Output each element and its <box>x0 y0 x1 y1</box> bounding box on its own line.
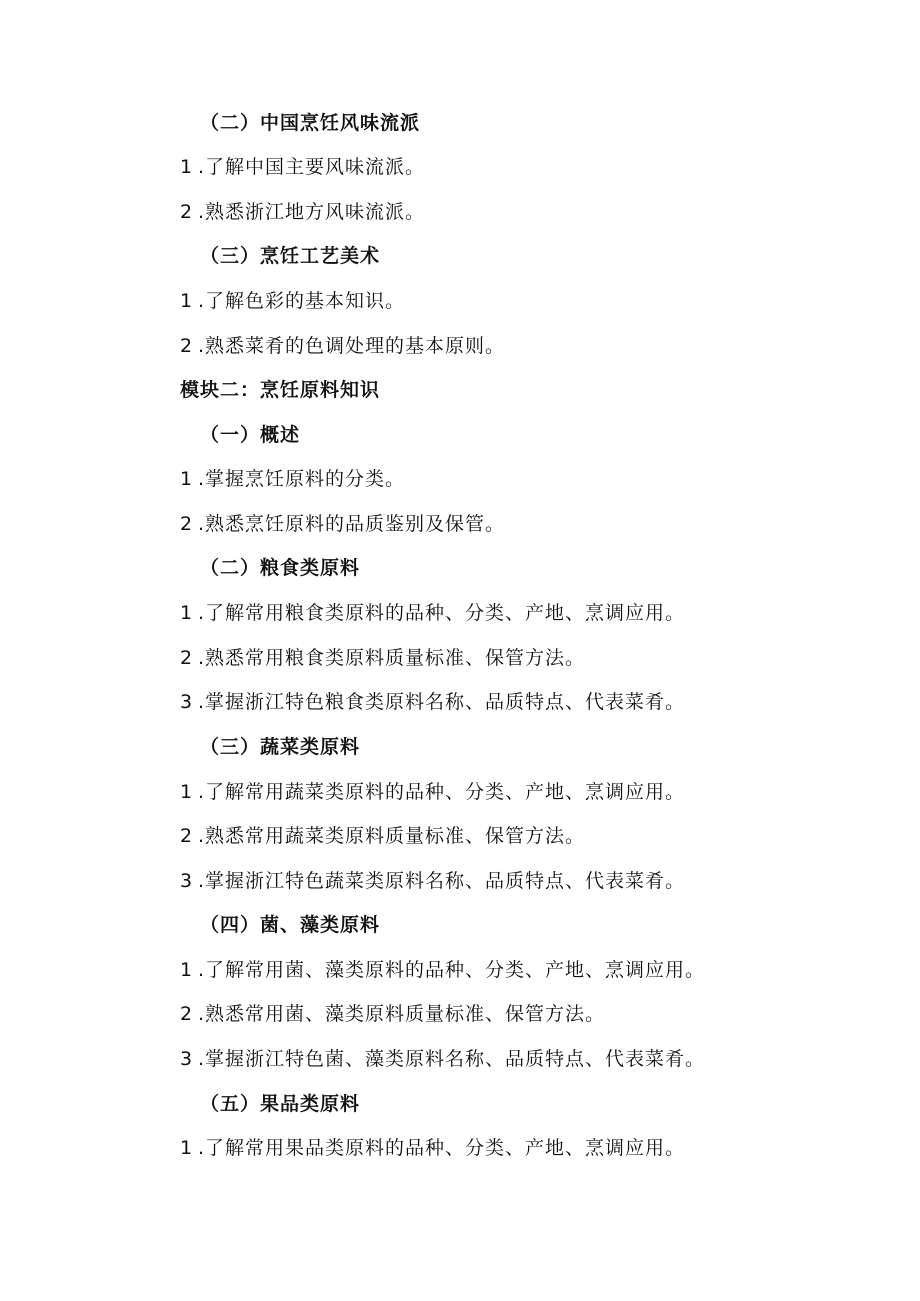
item-text: .了解常用粮食类原料的品种、分类、产地、烹调应用。 <box>198 602 686 624</box>
item-text: .掌握浙江特色粮食类原料名称、品质特点、代表菜肴。 <box>198 691 686 713</box>
item-text: .熟悉常用菌、藻类原料质量标准、保管方法。 <box>198 1003 606 1025</box>
list-item <box>180 868 685 894</box>
item-text: .了解常用菌、藻类原料的品种、分类、产地、烹调应用。 <box>198 959 706 981</box>
item-text: .掌握浙江特色菌、藻类原料名称、品质特点、代表菜肴。 <box>198 1048 706 1070</box>
item-number: 2 <box>180 513 194 535</box>
item-number: 2 <box>180 1003 194 1025</box>
list-item <box>180 689 685 715</box>
item-number: 3 <box>180 870 194 892</box>
subheading-grains: （二）粮食类原料 <box>200 557 361 579</box>
item-text: .熟悉烹饪原料的品质鉴别及保管。 <box>198 513 506 535</box>
item-text: .了解常用蔬菜类原料的品种、分类、产地、烹调应用。 <box>198 781 686 803</box>
item-number: 1 <box>180 468 194 490</box>
item-number: 1 <box>180 959 194 981</box>
list-item <box>180 779 685 805</box>
list-item <box>180 199 425 225</box>
item-text: .了解常用果品类原料的品种、分类、产地、烹调应用。 <box>198 1137 686 1159</box>
item-text: .熟悉浙江地方风味流派。 <box>198 201 426 223</box>
item-number: 3 <box>180 1048 194 1070</box>
item-text: .了解中国主要风味流派。 <box>198 156 426 178</box>
item-text: .熟悉菜肴的色调处理的基本原则。 <box>198 335 506 357</box>
list-item <box>180 645 585 671</box>
subheading-culinary-art: （三）烹饪工艺美术 <box>200 245 381 267</box>
list-item <box>180 823 585 849</box>
list-item <box>180 1001 605 1027</box>
list-item <box>180 600 685 626</box>
item-number: 1 <box>180 156 194 178</box>
item-text: .熟悉常用蔬菜类原料质量标准、保管方法。 <box>198 825 586 847</box>
item-number: 2 <box>180 201 194 223</box>
item-number: 2 <box>180 825 194 847</box>
subheading-overview: （一）概述 <box>200 424 301 446</box>
list-item <box>180 1135 685 1161</box>
item-number: 1 <box>180 781 194 803</box>
item-number: 2 <box>180 335 194 357</box>
subheading-fruits: （五）果品类原料 <box>200 1093 361 1115</box>
item-number: 1 <box>180 602 194 624</box>
list-item <box>180 466 405 492</box>
item-text: .掌握烹饪原料的分类。 <box>198 468 406 490</box>
item-text: .熟悉常用粮食类原料质量标准、保管方法。 <box>198 647 586 669</box>
list-item <box>180 154 425 180</box>
subheading-flavor-schools: （二）中国烹饪风味流派 <box>200 112 421 134</box>
subheading-vegetables: （三）蔬菜类原料 <box>200 736 361 758</box>
item-number: 2 <box>180 647 194 669</box>
module-heading: 模块二：烹饪原料知识 <box>180 379 381 401</box>
item-text: .掌握浙江特色蔬菜类原料名称、品质特点、代表菜肴。 <box>198 870 686 892</box>
list-item <box>180 1046 705 1072</box>
list-item <box>180 957 705 983</box>
list-item <box>180 288 405 314</box>
item-number: 1 <box>180 290 194 312</box>
subheading-fungi-algae: （四）菌、藻类原料 <box>200 914 381 936</box>
list-item <box>180 333 505 359</box>
item-number: 3 <box>180 691 194 713</box>
list-item <box>180 511 505 537</box>
item-text: .了解色彩的基本知识。 <box>198 290 406 312</box>
item-number: 1 <box>180 1137 194 1159</box>
